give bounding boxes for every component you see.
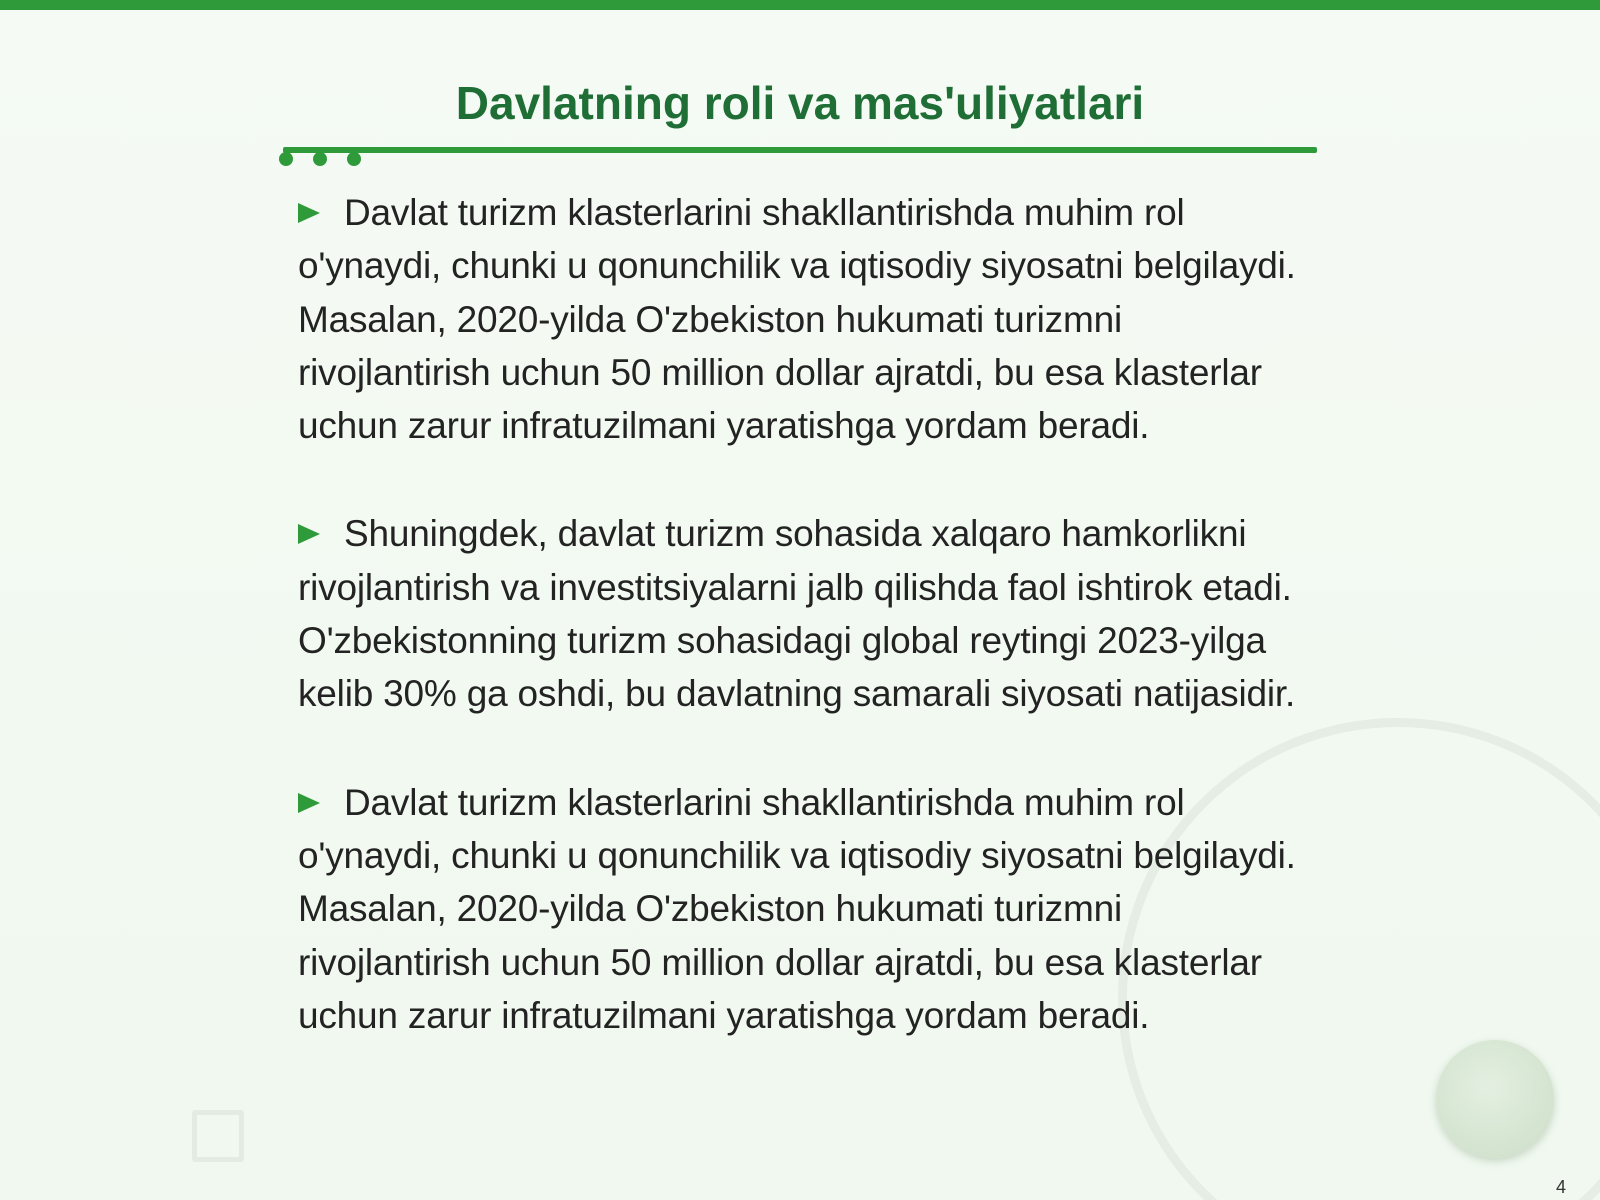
bullet-paragraph — [298, 507, 1308, 720]
decorative-square — [192, 1110, 244, 1162]
paragraph-text: Davlat turizm klasterlarini shakllantirishda muhim rol o'ynaydi, chunki u qonunchilik va iqtisodiy siyosatni belgilaydi. Masalan, 2020-yilda O'zbekiston hukumati turizmni rivojlantirish uchun 50 million dollar ajratdi, bu esa klasterlar uchun zarur infratuzilmani yaratishga yordam beradi. — [298, 192, 1296, 447]
decorative-dot — [279, 152, 293, 166]
triangle-bullet-icon — [298, 524, 320, 544]
triangle-bullet-icon — [298, 793, 320, 813]
decorative-dot — [347, 152, 361, 166]
decorative-dot — [313, 152, 327, 166]
paragraph-text: Shuningdek, davlat turizm sohasida xalqaro hamkorlikni rivojlantirish va investitsiyalarni jalb qilishda faol ishtirok etadi. O'zbekistonning turizm sohasidagi global reytingi 2023-yilga kelib 30% ga oshdi, bu davlatning samarali siyosati natijasidir. — [298, 513, 1296, 715]
paragraph-text: Davlat turizm klasterlarini shakllantirishda muhim rol o'ynaydi, chunki u qonunchilik va iqtisodiy siyosatni belgilaydi. Masalan, 2020-yilda O'zbekiston hukumati turizmni rivojlantirish uchun 50 million dollar ajratdi, bu esa klasterlar uchun zarur infratuzilmani yaratishga yordam beradi. — [298, 781, 1296, 1036]
slide-body — [298, 186, 1308, 1097]
bullet-paragraph — [298, 186, 1308, 452]
bullet-paragraph — [298, 776, 1308, 1042]
triangle-bullet-icon — [298, 203, 320, 223]
slide-title: Davlatning roli va mas'uliyatlari — [455, 77, 1145, 129]
decorative-disc — [1436, 1040, 1554, 1158]
top-accent-bar — [0, 0, 1600, 10]
page-number: 4 — [1555, 1177, 1566, 1197]
title-underline — [283, 147, 1317, 153]
